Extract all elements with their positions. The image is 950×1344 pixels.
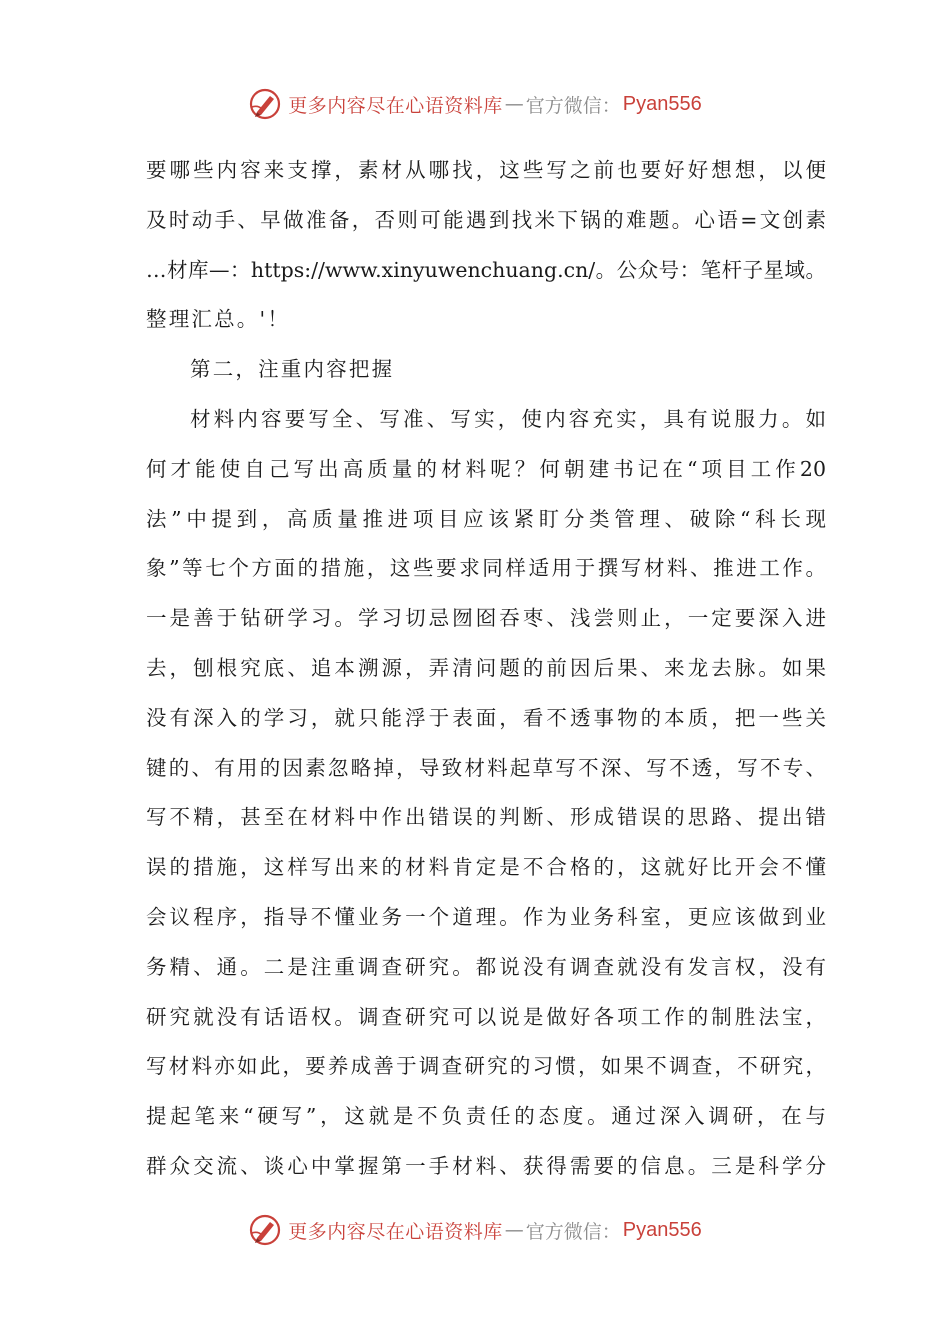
text-line: 去，刨根究底、追本溯源，弄清问题的前因后果、来龙去脉。如果 [146,655,826,680]
banner-wechat-label: 官方微信： [525,94,621,117]
banner-wechat-id: Pyan556 [622,92,702,115]
banner-slogan: 更多内容尽在心语资料库 [288,94,503,117]
document-body [146,146,826,1192]
text-line: 误的措施，这样写出来的材料肯定是不合格的，这就好比开会不懂 [146,855,826,880]
paragraph-first-line: 材料内容要写全、写准、写实，使内容充实，具有说服力。如 [190,406,826,431]
text-line: 及时动手、早做准备，否则可能遇到找米下锅的难题。心语=文创素 [146,207,826,232]
text-line: 群众交流、谈心中掌握第一手材料、获得需要的信息。三是科学分 [146,1153,826,1178]
banner-separator: — [504,93,524,115]
text-line: 一是善于钻研学习。学习切忌囫囵吞枣、浅尝则止，一定要深入进 [146,606,826,631]
text-line-with-link: …材库—：https://www.xinyuwenchuang.cn/。公众号：笔杆子星域。 [146,257,826,282]
text-line: 会议程序，指导不懂业务一个道理。作为业务科室，更应该做到业 [146,904,826,929]
footer-banner [0,1210,950,1250]
section-heading: 第二，注重内容把握 [190,357,395,382]
text-line: 写材料亦如此，要养成善于调查研究的习惯，如果不调查，不研究， [146,1054,826,1079]
text-line: 提起笔来“硬写”，这就是不负责任的态度。通过深入调研，在与 [146,1104,826,1129]
text-line: 写不精，甚至在材料中作出错误的判断、形成错误的思路、提出错 [146,805,826,830]
banner-separator: — [504,1219,524,1241]
text-line: 务精、通。二是注重调查研究。都说没有调查就没有发言权，没有 [146,954,826,979]
pen-logo-icon [248,87,282,121]
text-line: 法”中提到，高质量推进项目应该紧盯分类管理、破除“科长现 [146,506,826,531]
text-line: 整理汇总。'！ [146,307,291,332]
text-line: 象”等七个方面的措施，这些要求同样适用于撰写材料、推进工作。 [146,556,826,581]
text-line: 没有深入的学习，就只能浮于表面，看不透事物的本质，把一些关 [146,705,826,730]
text-line: 键的、有用的因素忽略掉，导致材料起草写不深、写不透，写不专、 [146,755,826,780]
banner-slogan: 更多内容尽在心语资料库 [288,1220,503,1243]
text-line: 要哪些内容来支撑，素材从哪找，这些写之前也要好好想想，以便 [146,158,826,182]
text-line: 何才能使自己写出高质量的材料呢？何朝建书记在“项目工作20 [146,456,826,481]
banner-wechat-label: 官方微信： [525,1220,621,1243]
pen-logo-icon [248,1213,282,1247]
header-banner [0,84,950,124]
banner-wechat-id: Pyan556 [622,1218,702,1241]
text-line: 研究就没有话语权。调查研究可以说是做好各项工作的制胜法宝， [146,1004,826,1029]
